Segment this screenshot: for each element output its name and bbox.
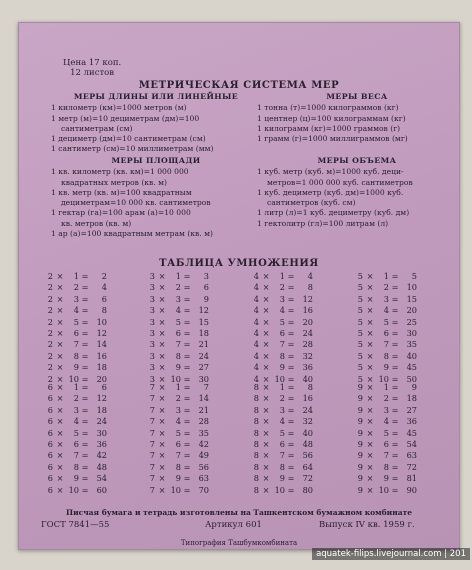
mult-row: 3 × 8 = 24	[149, 350, 209, 361]
mult-block-9	[355, 382, 417, 496]
printer-label: Типография Ташбумкомбината	[180, 539, 298, 547]
length-line: 1 сантиметр (см)=10 миллиметрам (мм)	[51, 144, 214, 154]
area-line: квадратных метров (кв. м)	[61, 177, 168, 187]
volume-line: 1 куб. метр (куб. м)=1000 куб. деци-	[257, 167, 404, 177]
mult-row: 4 × 8 = 32	[253, 350, 313, 361]
weight-line: 1 грамм (г)=1000 миллиграммов (мг)	[257, 134, 408, 144]
mult-row: 9 × 2 = 18	[357, 393, 417, 404]
mult-row: 2 × 4 = 8	[47, 305, 107, 316]
article-label: Артикул 601	[205, 520, 262, 530]
mult-row: 9 × 5 = 45	[357, 427, 417, 438]
mult-row: 6 × 4 = 24	[47, 416, 107, 427]
mult-row: 3 × 2 = 6	[149, 282, 209, 293]
mult-row: 5 × 4 = 20	[357, 305, 417, 316]
mult-row: 4 × 6 = 24	[253, 328, 313, 339]
area-line: 1 кв. километр (кв. км)=1 000 000	[51, 167, 189, 177]
area-line: 1 ар (а)=100 квадратным метрам (кв. м)	[51, 229, 214, 239]
area-line: кв. метров (кв. м)	[61, 218, 132, 228]
mult-block-3	[147, 271, 209, 385]
mult-row: 2 × 2 = 4	[47, 282, 107, 293]
volume-line: метров=1 000 000 куб. сантиметров	[267, 177, 413, 187]
mult-row: 6 × 1 = 6	[47, 382, 107, 392]
mult-row: 9 × 6 = 54	[357, 439, 417, 450]
volume-line: 1 гектолитр (гл)=100 литрам (л)	[257, 218, 389, 228]
mult-row: 5 × 2 = 10	[357, 282, 417, 293]
mult-row: 8 × 1 = 8	[253, 382, 313, 392]
mult-row: 6 × 6 = 36	[47, 439, 107, 450]
mult-row: 7 × 5 = 35	[149, 427, 209, 438]
mult-row: 4 × 10 = 40	[253, 373, 313, 384]
mult-row: 6 × 5 = 30	[47, 427, 107, 438]
mult-row: 7 × 2 = 14	[149, 393, 209, 404]
issue-label: Выпуск IV кв. 1959 г.	[319, 520, 415, 530]
mult-row: 8 × 5 = 40	[253, 427, 313, 438]
mult-row: 9 × 10 = 90	[357, 484, 417, 495]
weight-section	[257, 92, 457, 144]
length-line: сантиметрам (см)	[61, 123, 133, 133]
mult-row: 8 × 7 = 56	[253, 450, 313, 461]
mult-row: 7 × 6 = 42	[149, 439, 209, 450]
length-section	[51, 92, 261, 155]
metric-system-title: МЕТРИЧЕСКАЯ СИСТЕМА МЕР	[138, 80, 340, 91]
weight-line: 1 тонна (т)=1000 килограммов (кг)	[257, 103, 399, 113]
mult-row: 6 × 7 = 42	[47, 450, 107, 461]
mult-row: 7 × 10 = 70	[149, 484, 209, 495]
mult-row: 2 × 5 = 10	[47, 316, 107, 327]
mult-row: 5 × 10 = 50	[357, 373, 417, 384]
length-heading: МЕРЫ ДЛИНЫ ИЛИ ЛИНЕЙНЫЕ	[73, 92, 239, 101]
mult-row: 5 × 8 = 40	[357, 350, 417, 361]
mult-row: 3 × 10 = 30	[149, 373, 209, 384]
mult-row: 8 × 8 = 64	[253, 461, 313, 472]
mult-row: 8 × 4 = 32	[253, 416, 313, 427]
mult-row: 5 × 3 = 15	[357, 293, 417, 304]
mult-row: 7 × 4 = 28	[149, 416, 209, 427]
mult-row: 6 × 2 = 12	[47, 393, 107, 404]
multiplication-table-title: ТАБЛИЦА УМНОЖЕНИЯ	[159, 258, 319, 269]
mult-row: 7 × 9 = 63	[149, 473, 209, 484]
mult-row: 9 × 4 = 36	[357, 416, 417, 427]
mult-row: 5 × 5 = 25	[357, 316, 417, 327]
mult-row: 2 × 9 = 18	[47, 362, 107, 373]
mult-row: 7 × 1 = 7	[149, 382, 209, 392]
mult-row: 2 × 10 = 20	[47, 373, 107, 384]
mult-row: 8 × 9 = 72	[253, 473, 313, 484]
mult-row: 8 × 10 = 80	[253, 484, 313, 495]
mult-row: 9 × 1 = 9	[357, 382, 417, 392]
mult-row: 5 × 9 = 45	[357, 362, 417, 373]
mult-row: 8 × 3 = 24	[253, 404, 313, 415]
mult-block-8	[251, 382, 313, 496]
mult-row: 5 × 6 = 30	[357, 328, 417, 339]
price-label: Цена 17 коп. 12 листов	[63, 58, 122, 78]
mult-row: 4 × 2 = 8	[253, 282, 313, 293]
area-line: 1 гектар (га)=100 арам (а)=10 000	[51, 208, 191, 218]
mult-row: 5 × 7 = 35	[357, 339, 417, 350]
weight-line: 1 центнер (ц)=100 килограммам (кг)	[257, 113, 406, 123]
mult-row: 7 × 3 = 21	[149, 404, 209, 415]
mult-row: 4 × 7 = 28	[253, 339, 313, 350]
mult-row: 2 × 3 = 6	[47, 293, 107, 304]
watermark: aquatek-filips.livejournal.com | 201	[312, 548, 470, 560]
mult-row: 2 × 8 = 16	[47, 350, 107, 361]
mult-row: 3 × 1 = 3	[149, 271, 209, 281]
mult-row: 9 × 7 = 63	[357, 450, 417, 461]
volume-heading: МЕРЫ ОБЪЕМА	[317, 156, 397, 165]
mult-row: 6 × 10 = 60	[47, 484, 107, 495]
notebook-cover	[18, 22, 460, 550]
weight-heading: МЕРЫ ВЕСА	[326, 92, 388, 101]
mult-row: 7 × 8 = 56	[149, 461, 209, 472]
mult-row: 8 × 2 = 16	[253, 393, 313, 404]
mult-row: 3 × 5 = 15	[149, 316, 209, 327]
mult-row: 2 × 6 = 12	[47, 328, 107, 339]
mult-block-2	[45, 271, 107, 385]
area-section	[51, 156, 261, 239]
mult-row: 3 × 4 = 12	[149, 305, 209, 316]
mult-row: 4 × 5 = 20	[253, 316, 313, 327]
mult-row: 7 × 7 = 49	[149, 450, 209, 461]
mult-row: 4 × 4 = 16	[253, 305, 313, 316]
mult-block-7	[147, 382, 209, 496]
length-line: 1 дециметр (дм)=10 сантиметрам (см)	[51, 134, 206, 144]
volume-line: 1 литр (л)=1 куб. дециметру (куб. дм)	[257, 208, 410, 218]
mult-row: 6 × 8 = 48	[47, 461, 107, 472]
mult-row: 3 × 9 = 27	[149, 362, 209, 373]
mult-row: 9 × 8 = 72	[357, 461, 417, 472]
gost-label: ГОСТ 7841—55	[41, 520, 110, 530]
mult-block-5	[355, 271, 417, 385]
mult-row: 2 × 7 = 14	[47, 339, 107, 350]
manufacturer-note: Писчая бумага и тетрадь изготовлены на Ташкентском бумажном комбинате	[65, 508, 413, 517]
volume-line: 1 куб. дециметр (куб. дм)=1000 куб.	[257, 187, 404, 197]
volume-line: сантиметров (куб. см)	[267, 198, 356, 208]
mult-block-4	[251, 271, 313, 385]
mult-row: 6 × 9 = 54	[47, 473, 107, 484]
mult-row: 3 × 6 = 18	[149, 328, 209, 339]
mult-row: 9 × 3 = 27	[357, 404, 417, 415]
mult-row: 3 × 7 = 21	[149, 339, 209, 350]
mult-row: 4 × 3 = 12	[253, 293, 313, 304]
mult-block-6	[45, 382, 107, 496]
mult-row: 8 × 6 = 48	[253, 439, 313, 450]
area-line: дециметрам=10 000 кв. сантиметров	[61, 198, 211, 208]
mult-row: 2 × 1 = 2	[47, 271, 107, 281]
area-heading: МЕРЫ ПЛОЩАДИ	[111, 156, 201, 165]
mult-row: 6 × 3 = 18	[47, 404, 107, 415]
mult-row: 5 × 1 = 5	[357, 271, 417, 281]
volume-section	[257, 156, 457, 229]
area-line: 1 кв. метр (кв. м)=100 квадратным	[51, 187, 192, 197]
length-line: 1 метр (м)=10 дециметрам (дм)=100	[51, 113, 200, 123]
length-line: 1 километр (км)=1000 метров (м)	[51, 103, 187, 113]
mult-row: 4 × 9 = 36	[253, 362, 313, 373]
weight-line: 1 килограмм (кг)=1000 граммов (г)	[257, 123, 401, 133]
mult-row: 9 × 9 = 81	[357, 473, 417, 484]
mult-row: 3 × 3 = 9	[149, 293, 209, 304]
mult-row: 4 × 1 = 4	[253, 271, 313, 281]
